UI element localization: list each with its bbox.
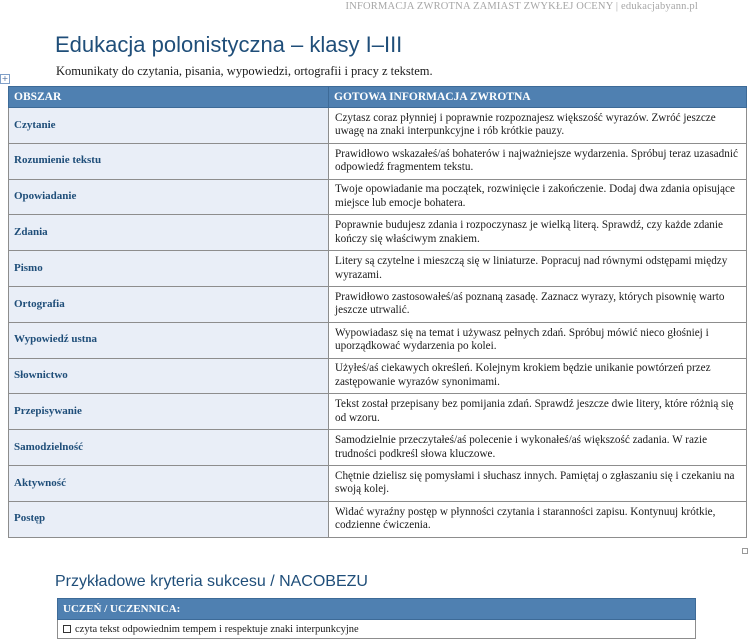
area-cell: Samodzielność [9,430,329,466]
table-row [9,394,747,430]
table-row [9,501,747,537]
table-anchor-icon[interactable]: + [1,74,9,83]
table-row [9,322,747,358]
table-row [9,286,747,322]
criteria-text: czyta tekst odpowiednim tempem i respektuje znaki interpunkcyjne [75,623,359,635]
criteria-table [57,598,696,639]
area-cell: Postęp [9,501,329,537]
feedback-cell: Poprawnie budujesz zdania i rozpoczynasz je wielką literą. Sprawdź, czy każde zdanie kończy się właściwym znakiem. [329,215,747,251]
criteria-row [58,620,696,639]
area-cell: Czytanie [9,108,329,144]
feedback-cell: Tekst został przepisany bez pomijania zdań. Sprawdź jeszcze dwie litery, które różnią się od wzoru. [329,394,747,430]
feedback-cell: Wypowiadasz się na temat i używasz pełnych zdań. Spróbuj mówić nieco głośniej i uporządkować wydarzenia po kolei. [329,322,747,358]
criteria-header: UCZEŃ / UCZENNICA: [58,599,696,620]
feedback-cell: Użyłeś/aś ciekawych określeń. Kolejnym krokiem będzie unikanie powtórzeń przez zastępowanie wyrazów synonimami. [329,358,747,394]
page-subtitle: Komunikaty do czytania, pisania, wypowiedzi, ortografii i pracy z tekstem. [56,64,433,78]
feedback-cell: Widać wyraźny postęp w płynności czytania i staranności zapisu. Kontynuuj krótkie, codzienne ćwiczenia. [329,501,747,537]
table-row [9,430,747,466]
area-cell: Rozumienie tekstu [9,143,329,179]
table-resize-handle[interactable] [742,548,748,554]
feedback-cell: Czytasz coraz płynniej i poprawnie rozpoznajesz większość wyrazów. Zwróć jeszcze uwagę na znaki interpunkcyjne i rób krótkie pauzy. [329,108,747,144]
area-cell: Słownictwo [9,358,329,394]
table-row [9,215,747,251]
area-cell: Zdania [9,215,329,251]
column-header-feedback: GOTOWA INFORMACJA ZWROTNA [329,87,747,108]
area-cell: Przepisywanie [9,394,329,430]
header-note: INFORMACJA ZWROTNA ZAMIAST ZWYKŁEJ OCENY | edukacjabyann.pl [345,1,698,12]
table-row [9,358,747,394]
feedback-cell: Samodzielnie przeczytałeś/aś polecenie i wykonałeś/aś większość zadania. W razie trudności podkreśl słowa kluczowe. [329,430,747,466]
criteria-item [58,620,696,639]
feedback-cell: Prawidłowo zastosowałeś/aś poznaną zasadę. Zaznacz wyrazy, których pisownię warto jeszcze utrwalić. [329,286,747,322]
criteria-section-title: Przykładowe kryteria sukcesu / NACOBEZU [55,573,368,590]
area-cell: Ortografia [9,286,329,322]
table-row [9,108,747,144]
area-cell: Opowiadanie [9,179,329,215]
area-cell: Aktywność [9,465,329,501]
table-row [9,179,747,215]
area-cell: Wypowiedź ustna [9,322,329,358]
table-row [9,251,747,287]
area-cell: Pismo [9,251,329,287]
table-row [9,465,747,501]
table-row [9,143,747,179]
page-title: Edukacja polonistyczna – klasy I–III [55,32,403,57]
feedback-cell: Litery są czytelne i mieszczą się w liniaturze. Popracuj nad równymi odstępami między wyrazami. [329,251,747,287]
checkbox-icon[interactable] [63,625,71,633]
feedback-cell: Twoje opowiadanie ma początek, rozwinięcie i zakończenie. Dodaj dwa zdania opisujące miejsce lub emocje bohatera. [329,179,747,215]
criteria-header-row [58,599,696,620]
feedback-cell: Prawidłowo wskazałeś/aś bohaterów i najważniejsze wydarzenia. Spróbuj teraz uzasadnić odpowiedź fragmentem tekstu. [329,143,747,179]
column-header-area: OBSZAR [9,87,329,108]
table-header-row [9,87,747,108]
feedback-cell: Chętnie dzielisz się pomysłami i słuchasz innych. Pamiętaj o zgłaszaniu się i czekaniu na swoją kolej. [329,465,747,501]
feedback-table [8,86,747,538]
